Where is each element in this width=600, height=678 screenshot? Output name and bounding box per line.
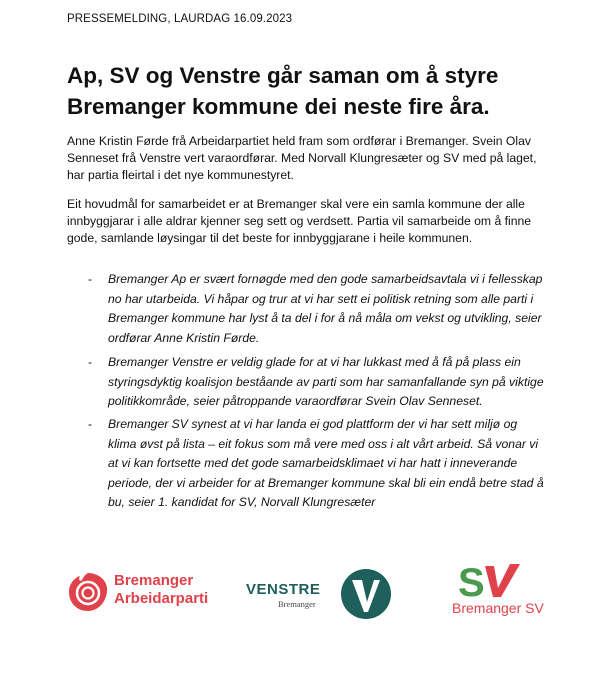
bullet-dash: - [88,272,93,286]
intro-paragraph: Anne Kristin Førde frå Arbeidarpartiet held fram som ordførar i Bremanger. Svein Olav Senneset frå Venstre vert varaordførar. Med Norvall Klungresæter og SV med på laget, har partia fleirtal i det nye kommunestyret. [67,134,537,182]
quote-text: Bremanger Ap er svært fornøgde med den gode samarbeidsavtala vi i fellesskap no har utarbeida. Vi håpar og trur at vi har sett ei politisk retning som alle parti i Bremanger kommune har lyst å ta del i for å nå måla om vekst og utvikling, seier ordførar Anne Kristin Førde. [108,272,543,345]
ap-logo-line1: Bremanger [114,572,194,589]
venstre-logo-name: VENSTRE [246,581,321,598]
goal-paragraph: Eit hovudmål for samarbeidet er at Bremanger skal vere ein samla kommune der alle innbyggjarar i alle aldrar kjenner seg sett og verdsett. Partia vil samarbeide om å finne gode, samlande løysingar til det beste for innbyggjarane i heile kommunen. [67,197,532,245]
sv-logo-name: Bremanger SV [452,600,544,616]
ap-logo-line2: Arbeidarparti [114,590,209,607]
venstre-v-icon [340,568,392,620]
sv-logo [452,562,572,622]
svg-text:S: S [458,562,485,600]
bullet-dash: - [88,417,93,431]
quote-text: Bremanger SV synest at vi har landa ei god plattform der vi har sett miljø og klima øvst på lista – eit fokus som må vere med oss i alt vårt arbeid. Så vonar vi at vi kan fortsette med det gode samarbeidsklimaet vi har hatt i inneverande periode, der vi arbeider for at Bremanger kommune skal bli ein endå betre stad å bu, seier 1. kandidat for SV, Norvall Klungresæter [108,417,544,509]
rose-icon [66,570,110,614]
venstre-logo-sub: Bremanger [278,599,316,609]
venstre-logo [246,566,396,622]
bullet-dash: - [88,355,93,369]
press-release-header: PRESSEMELDING, LAURDAG 16.09.2023 [67,13,293,25]
sv-mark-icon [458,562,520,600]
quote-text: Bremanger Venstre er veldig glade for at vi har lukkast med å få på plass ein styringsdyktig koalisjon beståande av parti som har samanfallande syn på viktige politikkområde, seier påtroppande varaordførar Svein Olav Senneset. [108,355,544,408]
page-title: Ap, SV og Venstre går saman om å styre Bremanger kommune dei neste fire åra. [67,63,499,119]
arbeidarparti-logo [66,568,216,618]
